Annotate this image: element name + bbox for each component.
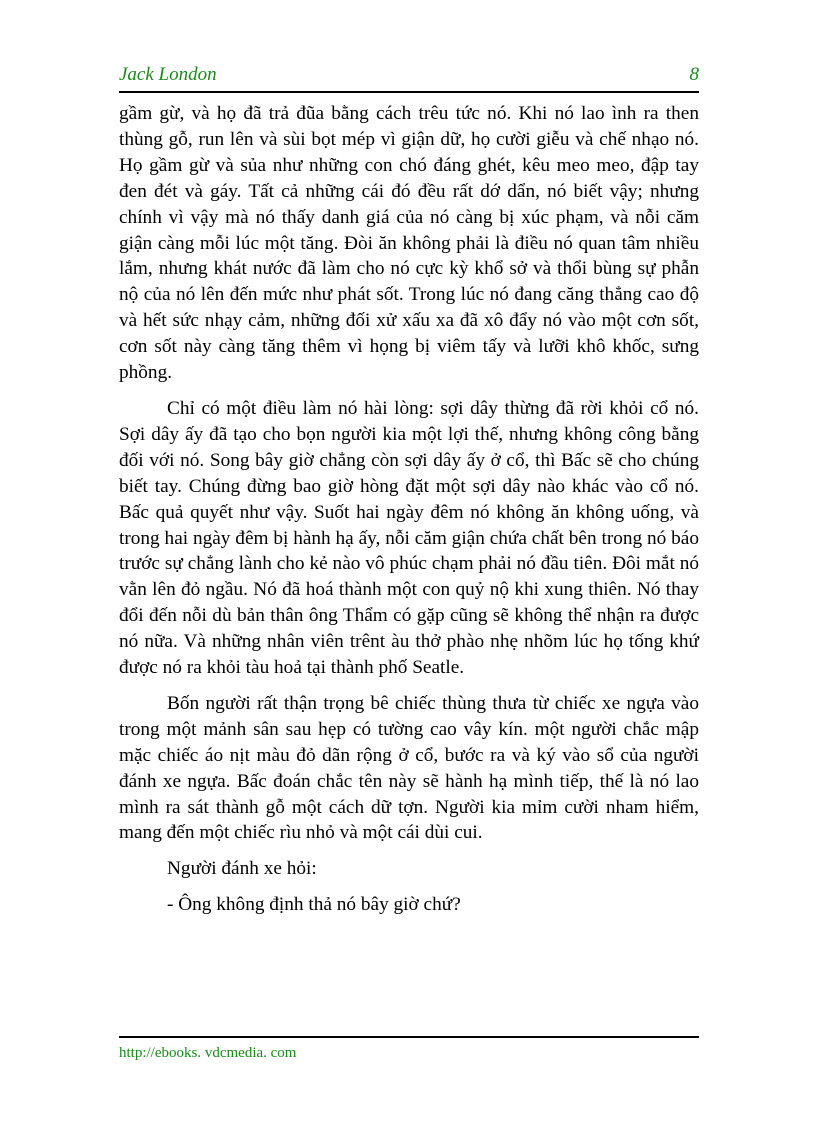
paragraph-continued: gầm gừ, và họ đã trả đũa bằng cách trêu tức nó. Khi nó lao ình ra then thùng gỗ, run lên và sùi bọt mép vì giận dữ, họ cười giễu và chế nhạo nó. Họ gầm gừ và sủa như những con chó đáng ghét, kêu meo meo, đập tay đen đét và gáy. Tất cả những cái đó đều rất dớ dẩn, nó biết vậy; nhưng chính vì vậy mà nó thấy danh giá của nó càng bị xúc phạm, và nỗi căm giận càng mỗi lúc một tăng. Đòi ăn không phải là điều nó quan tâm nhiều lắm, nhưng khát nước đã làm cho nó cực kỳ khổ sở và thổi bùng sự phẫn nộ của nó lên đến mức như phát sốt. Trong lúc nó đang căng thẳng cao độ và hết sức nhạy cảm, những đối xử xấu xa đã xô đẩy nó vào một cơn sốt, cơn sốt này càng tăng thêm vì họng bị viêm tấy và lưỡi khô khốc, sưng phồng.	[119, 103, 699, 384]
header-divider	[119, 91, 699, 93]
page-body	[119, 101, 699, 928]
paragraph-dialogue-lead: Người đánh xe hỏi:	[167, 858, 317, 880]
footer-divider	[119, 1036, 699, 1038]
page-header	[119, 64, 699, 90]
paragraph-dialogue: - Ông không định thả nó bây giờ chứ?	[167, 894, 461, 916]
book-author: Jack London	[119, 64, 217, 85]
paragraph: Bốn người rất thận trọng bê chiếc thùng thưa từ chiếc xe ngựa vào trong một mảnh sân sau hẹp có tường cao vây kín. một người chắc mập mặc chiếc áo nịt màu đỏ dãn rộng ở cổ, bước ra và ký vào sổ của người đánh xe ngựa. Bấc đoán chắc tên này sẽ hành hạ mình tiếp, thế là nó lao mình ra sát thành gỗ một cách dữ tợn. Người kia mỉm cười nham hiểm, mang đến một chiếc rìu nhỏ và một cái dùi cui.	[119, 692, 699, 844]
page-number: 8	[689, 64, 699, 85]
footer-url[interactable]: http://ebooks. vdcmedia. com	[119, 1045, 297, 1061]
paragraph: Chỉ có một điều làm nó hài lòng: sợi dây thừng đã rời khỏi cổ nó. Sợi dây ấy đã tạo cho bọn người kia một lợi thế, nhưng không công bằng đối với nó. Song bây giờ chẳng còn sợi dây ấy ở cổ, thì Bấc sẽ cho chúng biết tay. Chúng đừng bao giờ hòng đặt một sợi dây nào khác vào cổ nó. Bấc quả quyết như vậy. Suốt hai ngày đêm nó không ăn không uống, và trong hai ngày đêm bị hành hạ ấy, nỗi căm giận chứa chất bên trong nó báo trước sự chẳng lành cho kẻ nào vô phúc chạm phải nó đầu tiên. Đôi mắt nó vằn lên đỏ ngầu. Nó đã hoá thành một con quỷ nộ khi xung thiên. Nó thay đổi đến nỗi dù bản thân ông Thẩm có gặp cũng sẽ không thể nhận ra được nó nữa. Và những nhân viên trênt àu thở phào nhẹ nhõm lúc họ tống khứ được nó ra khỏi tàu hoả tại thành phố Seatle.	[119, 397, 699, 679]
